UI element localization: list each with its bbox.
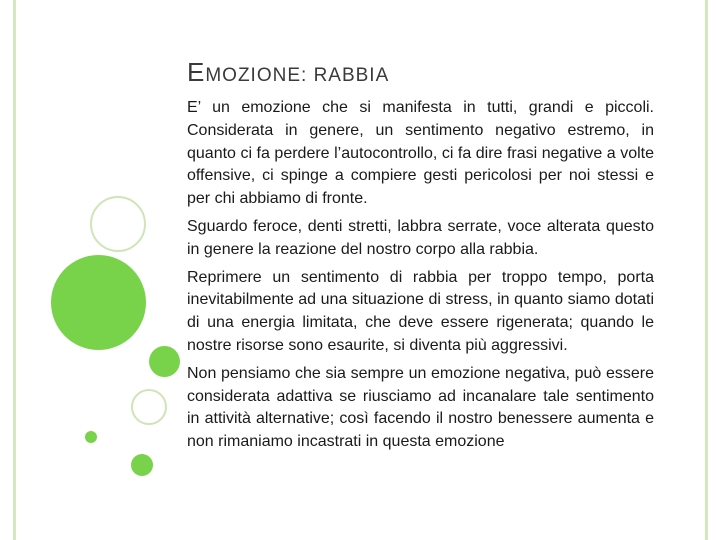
- slide-body: [187, 97, 654, 459]
- slide-title: [187, 57, 389, 88]
- decorative-circle-dot: [85, 431, 97, 443]
- body-paragraph: Sguardo feroce, denti stretti, labbra serrate, voce alterata questo in genere la reazione del nostro corpo alla rabbia.: [187, 217, 654, 258]
- body-paragraph: Non pensiamo che sia sempre un emozione negativa, può essere considerata adattiva se riusciamo ad incanalare tale sentimento in attività alternative; così facendo il nostro benessere aumenta e non rimaniamo incastrati in questa emozione: [187, 364, 654, 451]
- decorative-circle-small: [149, 346, 180, 377]
- decorative-circle-large: [51, 255, 146, 350]
- left-border-line: [13, 0, 16, 540]
- title-rest: MOZIONE: RABBIA: [205, 65, 390, 86]
- decorative-circle-outline: [131, 389, 167, 425]
- right-border-line: [705, 0, 708, 540]
- decorative-circle-outline: [90, 196, 146, 252]
- body-paragraph: Reprimere un sentimento di rabbia per troppo tempo, porta inevitabilmente ad una situazione di stress, in quanto siamo dotati di una energia limitata, che deve essere rigenerata; quando le nostre risorse sono esaurite, si diventa più aggressivi.: [187, 268, 654, 354]
- title-first-letter: E: [187, 57, 206, 87]
- decorative-circle-small: [131, 454, 153, 476]
- body-paragraph: E’ un emozione che si manifesta in tutti, grandi e piccoli. Considerata in genere, un sentimento negativo estremo, in quanto ci fa perdere l’autocontrollo, ci fa dire frasi negative a volte offensive, ci spinge a compiere gesti pericolosi per noi stessi e per chi abbiamo di fronte.: [187, 99, 654, 208]
